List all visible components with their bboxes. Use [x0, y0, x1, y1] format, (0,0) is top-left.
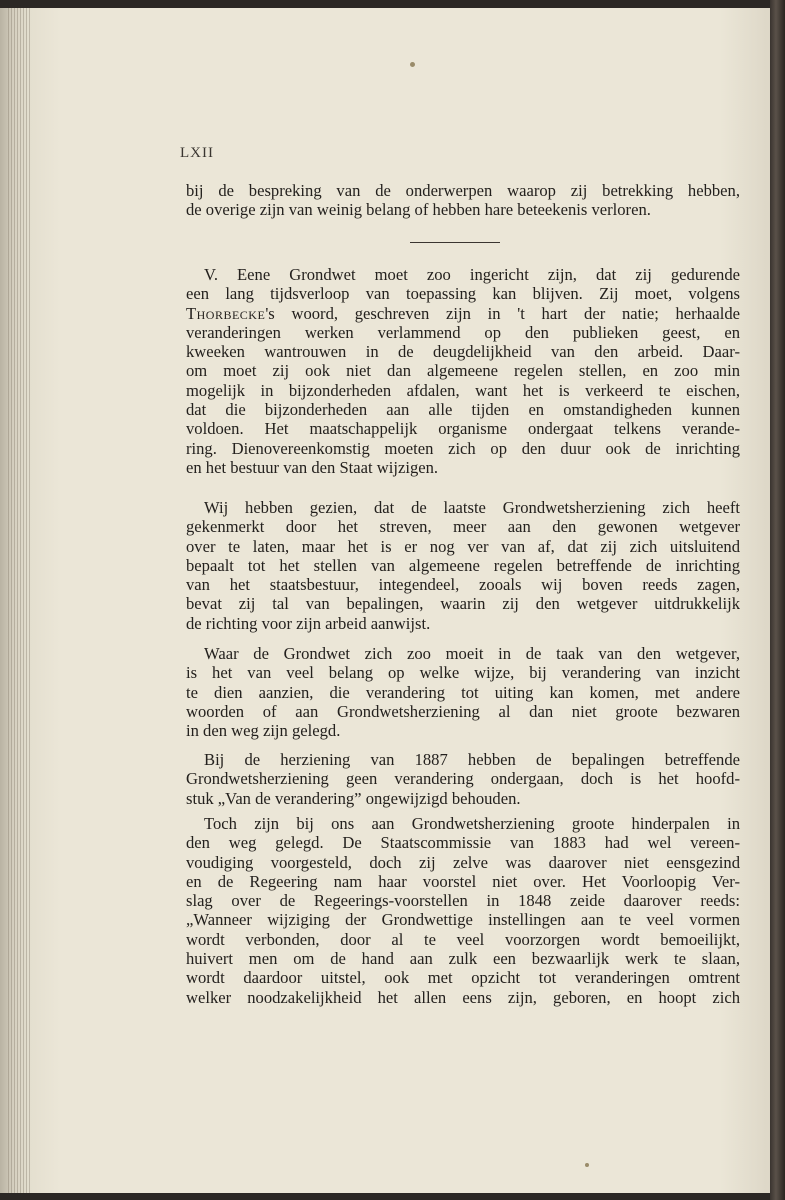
text-line: dat die bijzonderheden aan alle tijden en omstandigheden kunnen	[186, 400, 740, 420]
text-line: den weg gelegd. De Staatscommissie van 1883 had wel vereen-	[186, 833, 740, 853]
text-line: wordt daardoor uitstel, ook met opzicht tot veranderingen omtrent	[186, 968, 740, 988]
text-line: mogelijk in bijzonderheden afdalen, want het is verkeerd te eischen,	[186, 380, 740, 400]
text-line: om moet zij ook niet dan algemeene regelen stellen, en zoo min	[186, 361, 740, 381]
text-line: woorden of aan Grondwetsherziening al dan niet groote bezwaren	[186, 701, 740, 721]
text-line: „Wanneer wijziging der Grondwettige instellingen aan te veel vormen	[186, 910, 740, 930]
text-line: bevat zij tal van bepalingen, waarin zij den wetgever uitdrukkelijk	[186, 594, 740, 614]
text-line: en het bestuur van den Staat wijzigen.	[186, 457, 439, 477]
intro-paragraph	[186, 181, 740, 220]
text-fragment: 's woord, geschreven zijn in 't hart der natie; herhaalde	[265, 303, 740, 323]
text-line: is het van veel belang op welke wijze, bij verandering van inzicht	[186, 663, 740, 683]
page-gutter	[8, 8, 30, 1193]
text-line: welker noodzakelijkheid het allen eens zijn, geboren, en hoopt zich	[186, 987, 740, 1007]
text-line: Toch zijn bij ons aan Grondwetsherziening groote hinderpalen in	[204, 814, 740, 833]
text-line: Bij de herziening van 1887 hebben de bepalingen betreffende	[204, 750, 740, 769]
text-line: en de Regeering nam haar voorstel niet over. Het Voorloopig Ver-	[186, 871, 740, 891]
paragraph-3	[186, 644, 740, 740]
text-line: in den weg zijn gelegd.	[186, 721, 341, 741]
book-binding-edge	[770, 0, 785, 1200]
section-v-paragraph	[186, 265, 740, 477]
text-line: de richting voor zijn arbeid aanwijst.	[186, 613, 431, 633]
text-line: kweeken wantrouwen in de deugdelijkheid van den arbeid. Daar-	[186, 342, 740, 362]
section-divider	[410, 242, 500, 243]
text-line: V. Eene Grondwet moet zoo ingericht zijn, dat zij gedurende	[204, 265, 740, 284]
text-line: de overige zijn van weinig belang of hebben hare beteekenis verloren.	[186, 200, 651, 220]
text-line: over te laten, maar het is er nog ver van af, dat zij zich uitsluitend	[186, 536, 740, 556]
print-dot	[410, 62, 415, 67]
text-line: stuk „Van de verandering” ongewijzigd behouden.	[186, 788, 521, 808]
author-name: Thorbecke	[186, 303, 266, 323]
text-line: bij de bespreking van de onderwerpen waarop zij betrekking hebben,	[186, 181, 740, 200]
page-number: LXII	[180, 145, 214, 161]
text-line: een lang tijdsverloop van toepassing kan blijven. Zij moet, volgens	[186, 284, 740, 304]
text-line: bepaalt tot het stellen van algemeene regelen betreffende de inrichting	[186, 555, 740, 575]
paragraph-2	[186, 498, 740, 633]
print-dot	[585, 1163, 589, 1167]
text-line: Grondwetsherziening geen verandering ondergaan, doch is het hoofd-	[186, 769, 740, 789]
text-line: ring. Dienovereenkomstig moeten zich op den duur ook de inrichting	[186, 438, 740, 458]
text-line: huivert men om de hand aan zulk een bezwaarlijk werk te slaan,	[186, 949, 740, 969]
text-line: Wij hebben gezien, dat de laatste Grondwetsherziening zich heeft	[204, 498, 740, 517]
text-line: voudiging voorgesteld, doch zij zelve was daarover niet eensgezind	[186, 852, 740, 872]
text-line: te dien aanzien, die verandering tot uiting kan komen, met andere	[186, 682, 740, 702]
text-line: gekenmerkt door het streven, meer aan den gewonen wetgever	[186, 517, 740, 537]
text-line: veranderingen werken verlammend op den publieken geest, en	[186, 322, 740, 342]
text-line: Waar de Grondwet zich zoo moeit in de taak van den wetgever,	[204, 644, 740, 663]
text-line-with-smallcaps	[186, 304, 740, 323]
text-line: voldoen. Het maatschappelijk organisme ondergaat telkens verande-	[186, 419, 740, 439]
text-line: van het staatsbestuur, integendeel, zooals wij boven reeds zagen,	[186, 575, 740, 595]
text-line: slag over de Regeerings-voorstellen in 1848 zeide daarover reeds:	[186, 891, 740, 911]
text-line: wordt verbonden, door al te veel voorzorgen wordt bemoeilijkt,	[186, 929, 740, 949]
paragraph-5	[186, 814, 740, 1007]
book-page	[0, 8, 770, 1193]
paragraph-4	[186, 750, 740, 808]
